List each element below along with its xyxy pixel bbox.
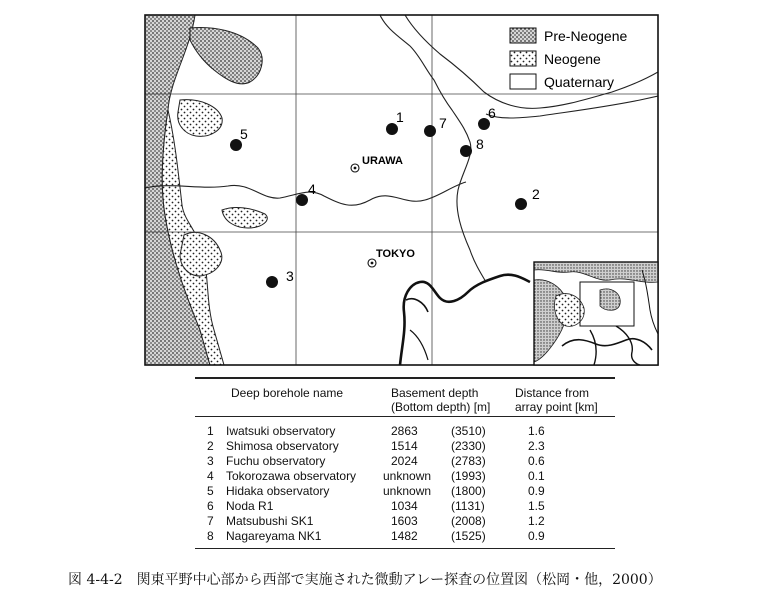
site-label-2: 2	[532, 186, 540, 202]
legend-label-neogene: Neogene	[544, 51, 601, 67]
site-label-8: 8	[476, 136, 484, 152]
row-bottom-depth: (3510)	[451, 424, 486, 438]
table-row	[195, 484, 615, 499]
table-header-rule	[195, 416, 615, 417]
site-marker-3	[266, 268, 294, 288]
site-marker-6	[478, 105, 496, 130]
row-bottom-depth: (1131)	[451, 499, 485, 513]
site-marker-8	[460, 136, 484, 157]
city-marker-urawa	[351, 155, 403, 172]
place-label-tokyo: TOKYO	[376, 248, 415, 260]
legend-swatch-pre-neogene	[510, 28, 536, 43]
neogene-region	[222, 207, 267, 228]
site-label-7: 7	[439, 115, 447, 131]
table-top-rule	[195, 377, 615, 379]
row-name: Iwatsuki observatory	[226, 424, 336, 438]
row-basement-depth: 2863	[391, 424, 418, 438]
header-borehole-name: Deep borehole name	[231, 386, 344, 400]
row-name: Shimosa observatory	[226, 439, 339, 453]
row-number: 1	[207, 424, 214, 438]
row-distance: 1.5	[528, 499, 545, 513]
row-basement-depth: 1603	[391, 514, 418, 528]
table-row	[195, 499, 615, 514]
row-basement-depth: unknown	[383, 469, 432, 483]
row-distance: 0.9	[528, 529, 545, 543]
row-distance: 0.9	[528, 484, 545, 498]
figure-caption: 図 4-4-2 関東平野中心部から西部で実施された微動アレー探査の位置図（松岡・他，2000）	[68, 572, 662, 588]
row-number: 8	[207, 529, 214, 543]
row-number: 7	[207, 514, 214, 528]
row-number: 3	[207, 454, 214, 468]
site-marker-5	[230, 126, 248, 151]
table-row	[195, 469, 615, 484]
row-distance: 0.6	[528, 454, 545, 468]
site-label-3: 3	[286, 268, 294, 284]
legend-label-pre-neogene: Pre-Neogene	[544, 28, 628, 44]
row-number: 6	[207, 499, 214, 513]
site-label-1: 1	[396, 109, 404, 125]
neogene-region	[178, 100, 222, 137]
site-marker-1	[386, 109, 404, 135]
header-distance: Distance from	[515, 386, 590, 400]
row-bottom-depth: (1993)	[451, 469, 486, 483]
row-distance: 2.3	[528, 439, 545, 453]
row-name: Hidaka observatory	[226, 484, 330, 498]
row-name: Matsubushi SK1	[226, 514, 314, 528]
inset-map	[534, 262, 658, 365]
site-label-5: 5	[240, 126, 248, 142]
header-array-point: array point [km]	[515, 400, 598, 414]
row-name: Nagareyama NK1	[226, 529, 322, 543]
row-basement-depth: 2024	[391, 454, 418, 468]
row-bottom-depth: (1800)	[451, 484, 486, 498]
row-distance: 1.2	[528, 514, 545, 528]
row-name: Fuchu observatory	[226, 454, 326, 468]
row-basement-depth: 1034	[391, 499, 418, 513]
row-bottom-depth: (2783)	[451, 454, 486, 468]
row-basement-depth: unknown	[383, 484, 432, 498]
row-number: 5	[207, 484, 214, 498]
pre-neogene-region	[190, 28, 262, 84]
city-marker-tokyo	[368, 248, 415, 267]
table-row	[195, 424, 615, 439]
row-bottom-depth: (1525)	[451, 529, 486, 543]
header-bottom-depth: (Bottom depth) [m]	[391, 400, 491, 414]
row-name: Noda R1	[226, 499, 274, 513]
row-bottom-depth: (2008)	[451, 514, 486, 528]
legend-swatch-neogene	[510, 51, 536, 66]
row-basement-depth: 1482	[391, 529, 418, 543]
site-marker-2	[515, 186, 540, 210]
site-label-6: 6	[488, 105, 496, 121]
site-marker-7	[424, 115, 447, 137]
legend-label-quaternary: Quaternary	[544, 74, 615, 90]
place-label-urawa: URAWA	[362, 155, 403, 167]
table-bottom-rule	[195, 548, 615, 549]
header-basement-depth: Basement depth	[391, 386, 479, 400]
table-row	[195, 529, 615, 544]
row-distance: 0.1	[528, 469, 545, 483]
site-label-4: 4	[308, 181, 316, 197]
tokyo-bay-coast	[400, 275, 530, 365]
neogene-region	[180, 232, 222, 276]
row-basement-depth: 1514	[391, 439, 418, 453]
row-bottom-depth: (2330)	[451, 439, 486, 453]
row-name: Tokorozawa observatory	[226, 469, 357, 483]
row-distance: 1.6	[528, 424, 545, 438]
legend-swatch-quaternary	[510, 74, 536, 89]
table-row	[195, 439, 615, 454]
legend	[510, 28, 627, 90]
table-row	[195, 514, 615, 529]
row-number: 2	[207, 439, 214, 453]
table-row	[195, 454, 615, 469]
row-number: 4	[207, 469, 214, 483]
